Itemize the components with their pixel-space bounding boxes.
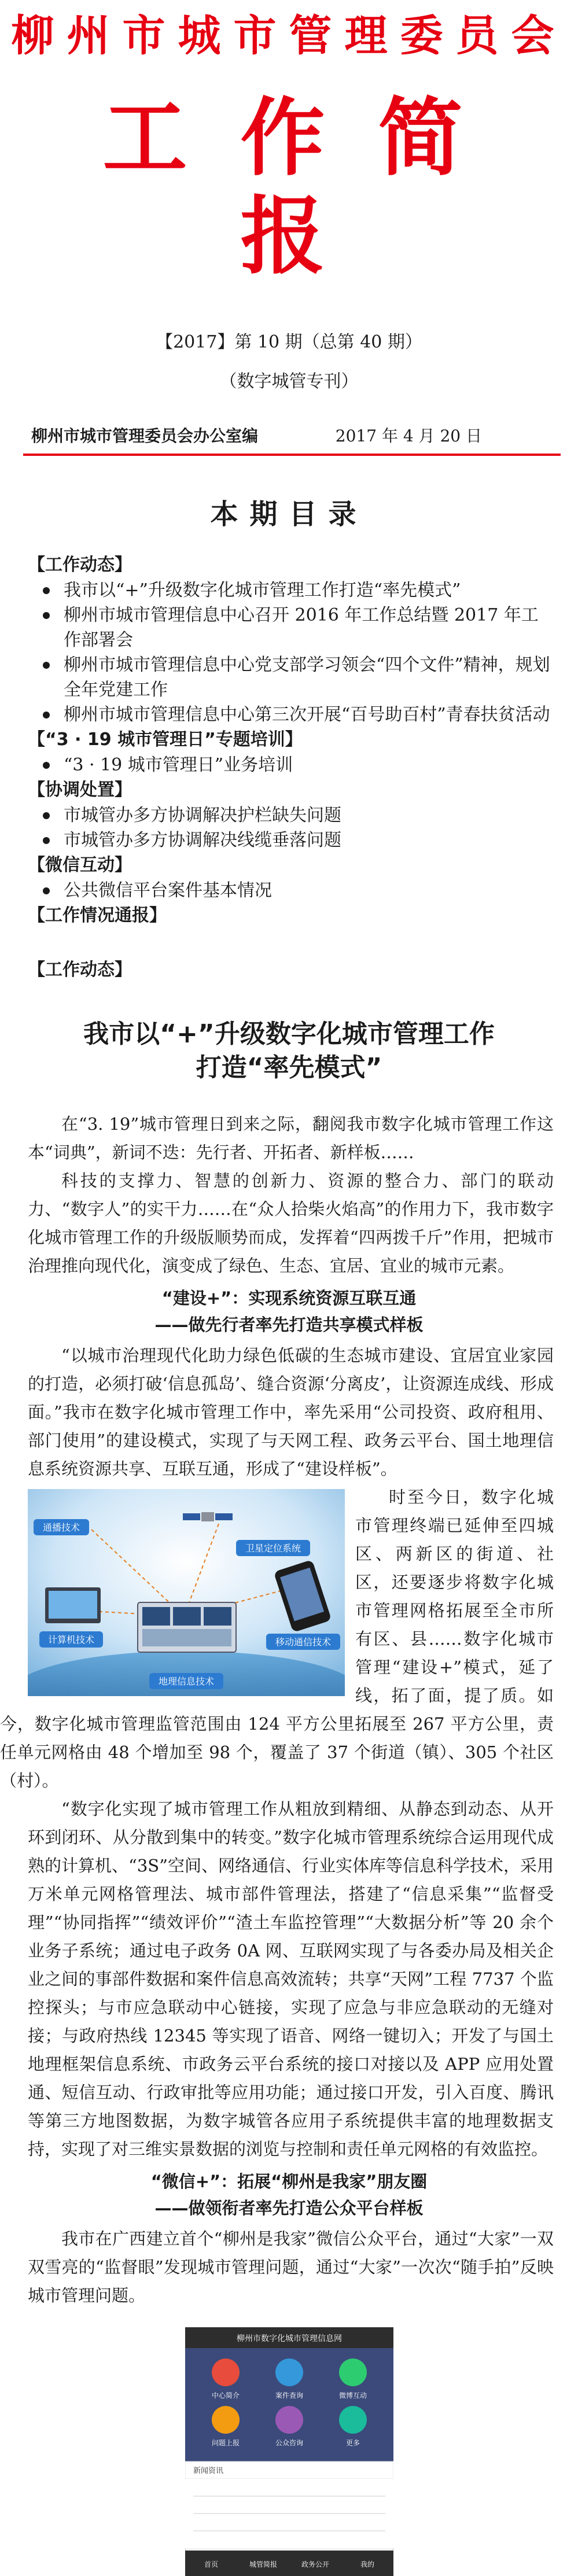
toc-item — [28, 878, 555, 903]
toc-section-label: 【协调处置】 — [28, 780, 132, 800]
bullet-icon — [43, 812, 50, 819]
diagram-label: 卫星定位系统 — [245, 1543, 301, 1554]
toc-item — [28, 653, 555, 702]
toc-item — [28, 828, 555, 853]
bulletin-header — [0, 8, 578, 456]
menu-item-icon[interactable] — [212, 2406, 240, 2434]
menu-item-label[interactable]: 公众咨询 — [275, 2439, 303, 2447]
wechat-screenshot — [185, 2327, 393, 2576]
toc-item-text: 市城管办多方协调解决护栏缺失问题 — [64, 805, 341, 826]
toc-item-text: 我市以“+”升级数字化城市管理工作打造“率先模式” — [64, 580, 461, 600]
toc-item — [28, 753, 555, 777]
tab-item[interactable]: 政务公开 — [301, 2560, 329, 2568]
toc-item — [28, 603, 555, 653]
toc-section-label: 【“3 · 19 城市管理日”专题培训】 — [28, 729, 303, 750]
tab-item[interactable]: 我的 — [360, 2560, 374, 2568]
news-title: 新闻资讯 — [193, 2467, 223, 2475]
menu-item-icon[interactable] — [339, 2358, 367, 2386]
menu-item-icon[interactable] — [212, 2358, 240, 2386]
tab-item[interactable]: 首页 — [204, 2560, 218, 2568]
paragraph: 在“3. 19”城市管理日到来之际，翻阅我市数字化城市管理工作这本“词典”，新词不迭：先行者、开拓者、新样板…… — [28, 1114, 554, 1162]
toc-item — [28, 578, 555, 603]
toc-item — [28, 803, 555, 828]
app-title: 柳州市数字化城市管理信息网 — [236, 2334, 342, 2343]
bullet-icon — [43, 587, 50, 594]
menu-item-icon[interactable] — [275, 2358, 303, 2386]
toc-title: 本期目录 — [210, 498, 368, 530]
issue-number: 【2017】第 10 期（总第 40 期） — [156, 332, 422, 352]
issuer-line — [29, 423, 556, 454]
paragraph: 科技的支撑力、智慧的创新力、资源的整合力、部门的联动力、“数字人”的实干力……在“众人拾柴火焰高”的作用力下，我市数字化城市管理工作的升级版顺势而成，发挥着“四两拨千斤”作用，把城市治理推向现代化，演变成了绿色、生态、宜居、宜业的城市元素。 — [28, 1171, 554, 1276]
table-of-contents — [0, 552, 578, 928]
image-text-block — [0, 1483, 578, 1795]
menu-item-icon[interactable] — [339, 2406, 367, 2434]
paragraph: 时至今日，数字化城市管理终端已延伸至四城区、两新区的街道、社区，还要逐步将数字化城市管理网格拓展至全市所有区、县……数字化城市管理“建设+”模式，延了线，拓了面，提了质。如今，数字化城市管理监管范围由 124 平方公里拓展至 267 平方公里，责任单元网格由 48 个增加至 98 个，覆盖了 37 个街道（镇）、305 个社区（村）。 — [0, 1487, 554, 1790]
subheading — [0, 1285, 578, 1338]
issuer: 柳州市城市管理委员会办公室编 — [31, 426, 259, 445]
header-divider — [23, 454, 561, 456]
menu-item-label[interactable]: 案件查询 — [275, 2391, 303, 2400]
special-edition: （数字城管专刊） — [219, 371, 359, 392]
article-title — [0, 1018, 578, 1085]
toc-item-text: 柳州市城市管理信息中心党支部学习领会“四个文件”精神，规划全年党建工作 — [64, 655, 550, 700]
paragraph: “以城市治理现代化助力绿色低碳的生态城市建设、宜居宜业家园的打造，必须打破‘信息孤岛’、缝合资源‘分离皮’，让资源连成线、形成面。”我市在数字化城市管理工作中，率先采用“公司投资、政府租用、部门使用”的建设模式，实现了与天网工程、政务云平台、国土地理信息系统资源共享、互联互通，形成了“建设样板”。 — [28, 1346, 554, 1479]
bullet-icon — [43, 712, 50, 718]
diagram-label: 计算机技术 — [47, 1634, 95, 1645]
bullet-icon — [43, 612, 50, 619]
subheading-subtitle: ——做领衔者率先打造公众平台样板 — [154, 2198, 424, 2218]
tab-item[interactable]: 城管简报 — [249, 2560, 277, 2568]
menu-item-label[interactable]: 中心简介 — [211, 2391, 240, 2400]
satellite-icon — [183, 1512, 233, 1521]
command-center-icon — [138, 1602, 236, 1652]
org-title: 柳州市城市管理委员会 — [11, 11, 567, 61]
subheading — [0, 2168, 578, 2221]
toc-section-label: 【微信互动】 — [28, 855, 132, 875]
article-title-line2: 打造“率先模式” — [196, 1053, 382, 1082]
article-title-line1: 我市以“+”升级数字化城市管理工作 — [83, 1019, 495, 1049]
toc-item — [28, 702, 555, 727]
bullet-icon — [43, 837, 50, 844]
menu-item-label[interactable]: 更多 — [345, 2439, 360, 2447]
issue-date: 2017 年 4 月 20 日 — [335, 426, 482, 445]
subheading-title: “微信+”：拓展“柳州是我家”朋友圈 — [150, 2172, 428, 2191]
toc-item-text: “3 · 19 城市管理日”业务培训 — [64, 755, 293, 775]
computer-icon — [45, 1587, 101, 1623]
toc-item-text: 柳州市城市管理信息中心召开 2016 年工作总结暨 2017 年工作部署会 — [64, 605, 539, 650]
technology-diagram — [28, 1489, 345, 1696]
toc-section-label: 【工作情况通报】 — [28, 905, 167, 926]
menu-item-label[interactable]: 问题上报 — [211, 2439, 240, 2447]
toc-item-text: 市城管办多方协调解决线缆垂落问题 — [64, 830, 341, 850]
subheading-title: “建设+”：实现系统资源互联互通 — [161, 1288, 417, 1308]
toc-item-text: 柳州市城市管理信息中心第三次开展“百号助百村”青春扶贫活动 — [64, 705, 550, 725]
bullet-icon — [43, 662, 50, 669]
article-section-label: 【工作动态】 — [28, 960, 132, 980]
toc-item-text: 公共微信平台案件基本情况 — [64, 880, 272, 901]
paragraph: “数字化实现了城市管理工作从粗放到精细、从静态到动态、从开环到闭环、从分散到集中的转变。”数字化城市管理系统综合运用现代成熟的计算机、“3S”空间、网络通信、行业实体库等信息科学技术，采用万米单元网格管理法、城市部件管理法，搭建了“信息采集”“监督受理”“协同指挥”“绩效评价”“渣土车监控管理”“大数据分析”等 20 余个业务子系统；通过电子政务 0A 网、互联网实现了与各委办局及相关企业之间的事部件数据和案件信息高效流转；共享“天网”工程 7737 个监控探头；与市应急联动中心链接，实现了应急与非应急联动的无缝对接；与政府热线 12345 等实现了语音、网络一键切入；开发了与国土地理框架信息系统、市政务云平台系统的接口对接以及 APP 应用处置通、短信互动、行政审批等应用功能；通过接口开发，引入百度、腾讯等第三方地图数据，为数字城管各应用子系统提供丰富的地理数据支持，实现了对三维实景数据的浏览与控制和责任单元网格的有效监控。 — [28, 1799, 554, 2159]
bullet-icon — [43, 762, 50, 769]
menu-item-label[interactable]: 微博互动 — [338, 2391, 367, 2400]
diagram-label: 地理信息技术 — [158, 1676, 215, 1687]
subheading-subtitle: ——做先行者率先打造共享模式样板 — [154, 1315, 424, 1335]
diagram-label: 移动通信技术 — [275, 1637, 332, 1648]
paragraph: 我市在广西建立首个“柳州是我家”微信公众平台，通过“大家”一双双雪亮的“监督眼”发现城市管理问题，通过“大家”一次次“随手拍”反映城市管理问题。 — [28, 2229, 554, 2305]
menu-item-icon[interactable] — [275, 2406, 303, 2434]
toc-section-label: 【工作动态】 — [28, 555, 132, 575]
diagram-label: 通播技术 — [42, 1522, 80, 1533]
bulletin-title: 工作简报 — [102, 89, 516, 286]
bullet-icon — [43, 887, 50, 894]
